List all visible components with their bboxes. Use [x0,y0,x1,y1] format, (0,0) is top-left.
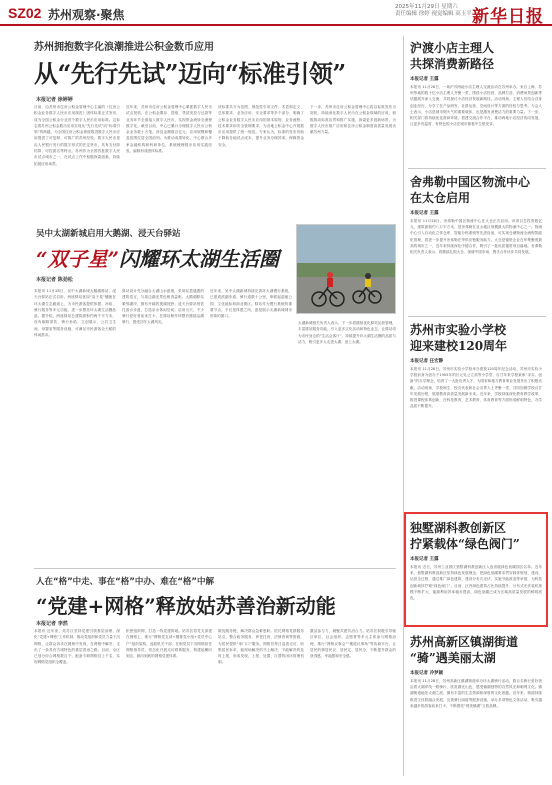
page-number: SZ02 [8,5,42,21]
side-article-5-title [410,634,518,666]
side-article-4-body: 本报讯 近日，苏州工业园区独墅湖科教创新区入选省级绿色低碳园区名单。近年来，独墅湖科教创新区坚持绿色发展理念，把绿色低碳要求贯穿载体规划、建设、运营全过程，通过推广绿色建筑、建设分布式光伏、实施节能改造等举措，为科技创新载体拧紧“绿色阀门”。目前，区内绿色建筑占比持续提升，分布式光伏装机规模不断扩大，能源利用效率稳步提高，绿色低碳已成为区域高质量发展的鲜明底色。 [410,565,542,601]
side-article-4-title [410,520,520,552]
side-title-line: “骑”遇美丽太湖 [410,651,496,665]
side-article-1-body: 本报讯 11月28日，一场沪苏两地小店主理人交流活动在苏州举办。来自上海、苏州等地的数十位小店主理人齐聚一堂，围绕小店经营、品牌打造、消费场景创新等话题展开深入交流，共同探讨小店经济发展新路径。活动现场，主理人们结合自身创业经历，分享了在产品研发、社群运营、空间设计等方面的经验与思考。与会人士表示，小店是城市烟火气的重要载体，也是激发消费活力的重要力量。下一步，相关部门将持续优化营商环境，搭建交流合作平台，推动两地小店经济协同发展，让更多有温度、有特色的小店在城市街巷中生根发芽。 [410,85,542,127]
party-column: 织密组织网，打造一线党建阵地。姑苏区将党支部建在网格上，推行“网格党支部+楼栋党小组+党员中心户”组织架构，选派机关干部、在职党员下沉网格担任网格指导员，常态化开展走访联系服务，构建起横向到边、纵向到底的网格党建体系。 [126,629,212,659]
side-title-line: 沪渡小店主理人 [410,41,495,55]
wuzhong-column: 本报讯 11月28日，吴中太湖新城大鹅湖驿站、浸天台驿站正式启用，两座驿站犹如“双子星”镶嵌在环太湖生态廊道上，为市民游客提供休憩、补给、骑行服务等多元功能，进一步擦亮环太湖生活圈品质。据介绍，两座驿站总建筑面积约两千平方米，设有咖啡茶饮、骑行补给、文创展示、公共卫生间、母婴室等服务设施，可满足市民游客全天候的休闲需求。 [34,289,116,338]
side-title-line: 共探消费新路径 [410,57,495,71]
wuzhong-column: 近年来，吴中太湖新城持续完善环太湖慢行系统，已建成滨湖步道、骑行道数十公里，串联起湿地公园、文化地标和商业街区。驿站作为慢行系统的重要节点，不仅是休憩之所，更是展示太湖新城城市形象的窗口。 [210,289,292,319]
section-name: 苏州观察·聚焦 [48,8,125,22]
main-column: 日前，由苏州市住房公积金管理中心主编的《住房公积金业务数字人民币应用规范》团体标准正式发布，成为全国公积金行业首个数字人民币应用标准。这标志着苏州公积金数币应用实现从“先行先试”向“标准引领”的跨越，为全国住房公积金系统推进数字人民币应用提供了可复制、可推广的苏州经验。数字人民币是由人民银行发行的数字形式的法定货币，具有支付即结算、可控匿名等特点。苏州作为全国首批数字人民币试点城市之一，在试点工作中积极探索创新，持续拓展应用场景。 [34,105,120,166]
side-article-4-byline: 本报记者 王露 [410,557,439,562]
main-column: 近年来，苏州市住房公积金管理中心紧抓数字人民币试点契机，在公积金缴存、提取、贷款发放与还款等业务环节全面接入数字人民币，实现资金流转全流程数字化。截至目前，中心已累计办理数字人民币公积金业务数十万笔，涉及金额数百亿元，应用规模和覆盖范围位居全国前列。为推动成果转化，中心联合多家金融机构和科研单位，系统梳理数币应用实践经验，编制形成团体标准。 [126,105,212,154]
header-editors: 责任编辑 徐婷 视觉编辑 高玉平 [395,11,472,17]
wuzhong-body-right [298,320,396,563]
main-headline: 从“先行先试”迈向“标准引领” [34,59,346,88]
cycling-photo [296,224,396,314]
side-article-2-title [410,174,530,206]
side-divider [408,316,546,317]
wuzhong-headline-em: “双子星” [36,247,120,271]
party-column: 本报讯 近年来，姑苏区坚持党建引领基层治理，深化“党建+网格”工作机制，推动党组织和党员力量下沉网格，让群众诉求在网格中发现、在网格中解决，走出了一条具有古城特色的基层善治之路。目前，全区已划分综合网格数百个，配备专职网格员上千名，实现网格党组织全覆盖。 [34,629,120,665]
wuzhong-column: 太湖新城相关负责人表示，下一步将继续优化驿站运营管理，丰富驿站服务功能，引入更多文化活动和特色业态，让驿站成为市民身边的“生活会客厅”，持续提升环太湖生活圈的品质与活力，吸引更多人走进太湖、爱上太湖。 [298,321,396,344]
main-column: 该标准共分为范围、规范性引用文件、术语和定义、总体要求、业务应用、安全要求等多个部分，明确了公积金业务数字人民币应用的基本原则、业务流程、技术要求和安全管理要求，为各地公积金中心开展数币应用提供了统一规范。专家认为，标准的发布有助于降低各地试点成本，提升业务办理效率，保障资金安全。 [218,105,304,147]
wuzhong-kicker: 吴中太湖新城启用大鹅湖、浸天台驿站 [36,229,181,239]
side-article-1-title [410,40,494,72]
party-column: 激活参与力，凝聚共建共治合力。姑苏区积极引导辖区单位、社会组织、志愿者等多元主体参与网格治理，推行“网格议事会”“楼道议事角”等协商平台，让居民的事居民议、居民定、居民办，不断提升群众的获得感、幸福感和安全感。 [310,629,396,659]
side-title-line: 苏州高新区镇湖街道 [410,635,519,649]
side-title-line: 迎来建校120周年 [410,339,508,353]
side-article-1-byline: 本报记者 王露 [410,77,439,82]
main-kicker: 苏州拥抱数字化浪潮推进公积金数币应用 [34,42,214,53]
side-title-line: 独墅湖科教创新区 [410,521,507,535]
side-divider [408,168,546,169]
side-article-2-body: 本报讯 11月28日，舍弗勒中国区物流中心在太仓正式启用。该项目总投资数亿元，建筑面积约八万平方米，是舍弗勒在亚太地区规模最大的物流中心之一。物流中心引入自动化立体仓库、智能分拣系统等先进设备，可实现仓储物流全流程智能化管理，将进一步提升舍弗勒在华供应链服务能力。太仓是德资企业在华集聚度最高的城市之一，近年来持续深化中德合作，吸引了一批优质德资项目落地。舍弗勒相关负责人表示，将继续扎根太仓、深耕中国市场，携手合作伙伴共同发展。 [410,219,542,255]
wuzhong-body-left [34,288,292,563]
side-article-3-byline: 本报记者 任宏静 [410,359,444,364]
party-column: 做优服务链，解决群众急难愁盼。依托网格党群服务站点，整合政务服务、养老托育、法律咨询等资源，为居民提供“家门口”服务。网格员每日巡查走访，收集居民诉求，能现场解决的马上解决，不能解决的及时上报，形成发现、上报、处置、反馈的闭环管理机制。 [218,629,304,665]
section-divider [34,568,396,569]
wuzhong-byline: 本报记者 陈劲松 [36,277,73,283]
main-column: 下一步，苏州市住房公积金管理中心将以标准发布为契机，持续深化数字人民币在公积金领域的应用，积极推动标准宣贯和推广实施，探索更多创新场景，为数字人民币推广应用和住房公积金制度高质量发展贡献苏州力量。 [310,105,396,135]
main-byline: 本报记者 徐婷婷 [36,97,73,103]
sidebar-divider [403,36,404,776]
party-byline: 本报记者 李然 [36,621,68,627]
wuzhong-column: 驿站设计充分融合太湖山水意境，采用轻盈通透的建筑语言，与周边湖光景色相得益彰。大鹅湖驿站紧邻湖岸，拥有开阔的观湖视野；浸天台驿站则依托滨水步道，打造亲水休闲空间。启用当天，不少骑行爱好者前来打卡，在驿站稍作休整后继续沿湖骑行，感受初冬太湖风光。 [122,289,204,325]
side-title-line: 苏州市实验小学校 [410,323,507,337]
cycling-photo-image [297,225,396,314]
side-title-line: 舍弗勒中国区物流中心 [410,175,531,189]
side-title-line: 拧紧载体“绿色阀门” [410,537,520,551]
side-article-3-body: 本报讯 11月28日，苏州市实验小学校举办建校120周年纪念活动。苏州市实验小学校前身为创办于1905年的长元吴公立高等小学堂，百廿年来学校秉承“求实、创新”的办学理念，培养了一大批优秀人才，为国家和地方教育事业发展作出了积极贡献。活动现场，学校师生、校友代表和社会各界人士齐聚一堂，共同回顾学校百廿年发展历程，展望教育高质量发展新未来。近年来，学校持续深化教育教学改革，推进课程体系创新，在科技教育、艺术教育、体育教育等方面形成鲜明特色，办学品质不断提升。 [410,367,542,409]
side-article-5-byline: 本报记者 冷梦颖 [410,671,444,676]
masthead-logo: 新华日报 [472,7,544,27]
side-article-3-title [410,322,507,354]
main-body [34,104,396,216]
party-headline: “党建+网格”释放姑苏善治新动能 [36,594,336,618]
wuzhong-headline-rest: 闪耀环太湖生活圈 [119,247,280,271]
wuzhong-headline [36,243,279,272]
side-article-2-byline: 本报记者 王露 [410,211,439,216]
page-header [0,0,552,26]
side-article-5-body: 本报讯 11月28日，苏州高新区镇湖街道举办环太湖骑行活动。数百名骑行爱好者沿着太湖岸线一路骑行，欣赏湖光山色，感受镇湖独特的自然风光和刺绣文化。镇湖街道地处太湖之滨，拥有丰富的生态资源和深厚的文化底蕴。近年来，街道持续推进文体旅融合发展，完善骑行绿道等配套设施，举办多项特色文体活动，吸引越来越多的游客前来打卡，不断擦亮“绣美镇湖”文旅品牌。 [410,679,542,708]
party-kicker: 人在“格”中走、事在“格”中办、难在“格”中解 [36,577,215,587]
header-date: 2025年11月29日 星期六 [395,4,458,10]
side-title-line: 在太仓启用 [410,191,471,205]
party-body [34,628,396,778]
